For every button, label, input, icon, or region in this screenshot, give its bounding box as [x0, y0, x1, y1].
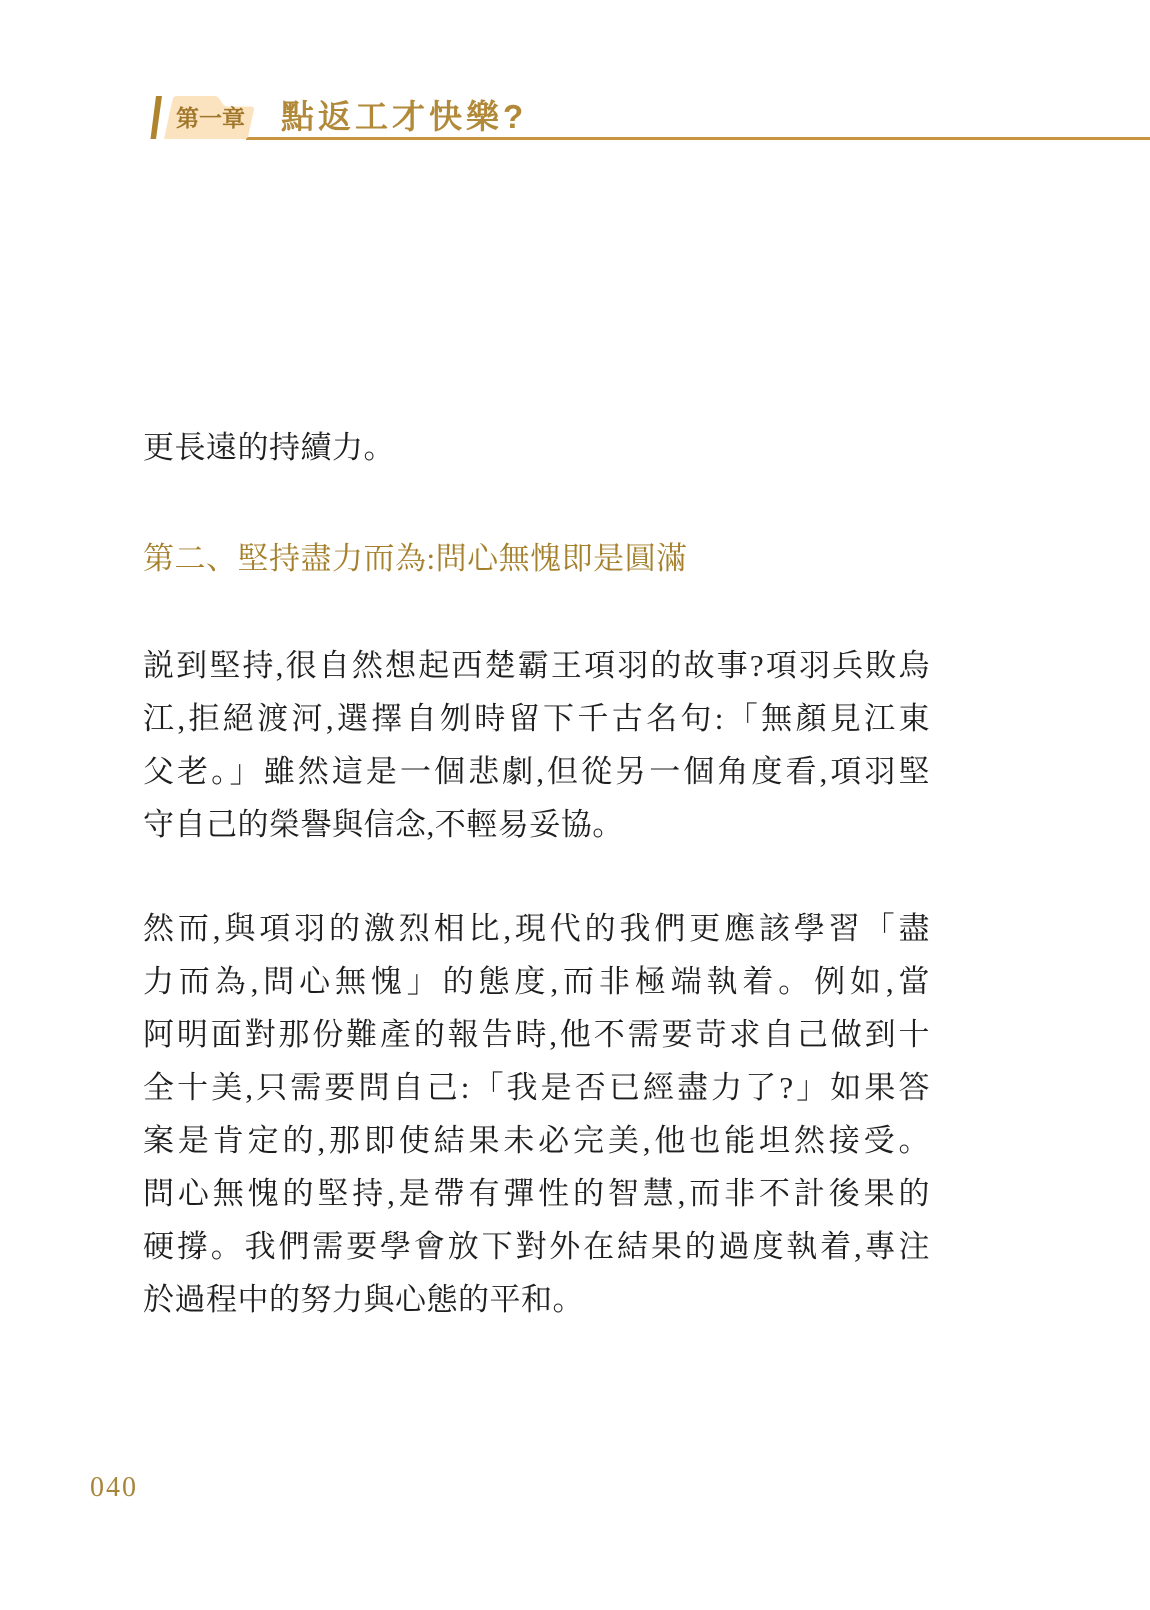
header-rule-line: [246, 137, 1150, 140]
paragraph-line: 於過程中的努力與心態的平和。: [143, 1282, 584, 1317]
paragraph-line: 力而為,問心無愧」的態度,而非極端執着。例如,當: [143, 964, 930, 999]
paragraph-line: 然而,與項羽的激烈相比,現代的我們更應該學習「盡: [143, 911, 930, 946]
carryover-line-text: 更長遠的持續力。: [143, 430, 395, 465]
paragraph-2: [143, 902, 930, 1326]
chapter-badge: [150, 95, 260, 140]
paragraph-line: 全十美,只需要問自己:「我是否已經盡力了?」如果答: [143, 1070, 930, 1105]
paragraph-line: 守自己的榮譽與信念,不輕易妥協。: [143, 807, 624, 842]
paragraph-line: 問心無愧的堅持,是帶有彈性的智慧,而非不計後果的: [143, 1176, 930, 1211]
paragraph-1: [143, 639, 930, 851]
paragraph-line: 江,拒絕渡河,選擇自刎時留下千古名句:「無顏見江東: [143, 701, 930, 736]
paragraph-line: 説到堅持,很自然想起西楚霸王項羽的故事?項羽兵敗烏: [143, 648, 930, 683]
paragraph-line: 硬撐。我們需要學會放下對外在結果的過度執着,專注: [143, 1229, 930, 1264]
section-heading: 第二、堅持盡力而為:問心無愧即是圓滿: [143, 541, 688, 576]
chapter-label: 第一章: [176, 105, 245, 131]
paragraph-line: 案是肯定的,那即使結果未必完美,他也能坦然接受。: [143, 1123, 930, 1158]
paragraph-carryover: [143, 421, 930, 474]
chapter-title: 點返工才快樂?: [281, 98, 528, 135]
page-number: 040: [90, 1472, 138, 1503]
paragraph-line: 父老。」雖然這是一個悲劇,但從另一個角度看,項羽堅: [143, 754, 930, 789]
paragraph-line: 阿明面對那份難產的報告時,他不需要苛求自己做到十: [143, 1017, 930, 1052]
